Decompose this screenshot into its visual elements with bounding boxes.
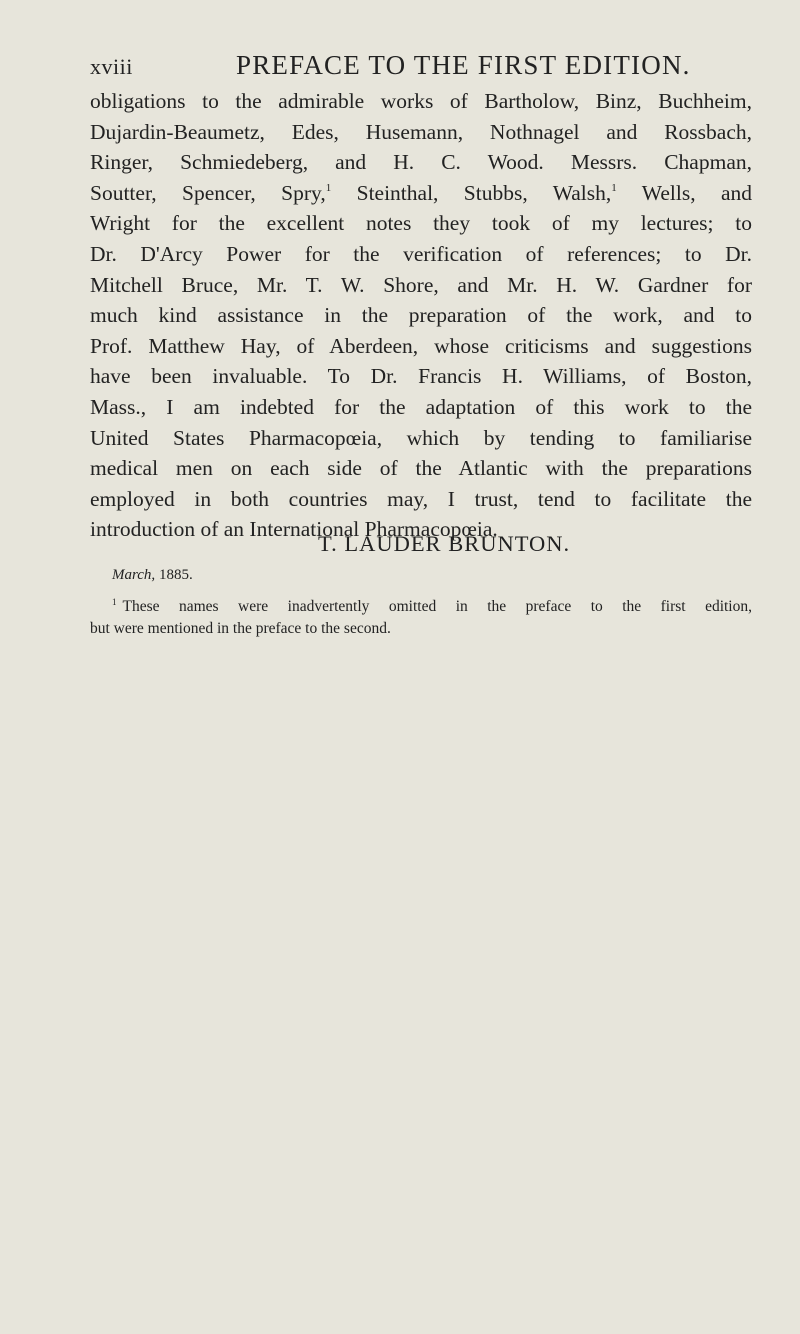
body-line: Dujardin-Beaumetz, Edes, Husemann, Nothnagel and Rossbach, (90, 119, 752, 144)
body-text-fragment: Soutter, Spencer, Spry, (90, 180, 326, 205)
body-line: have been invaluable. To Dr. Francis H. Williams, of Boston, (90, 364, 752, 389)
body-line: obligations to the admirable works of Bartholow, Binz, Buchheim, (90, 89, 752, 113)
preface-body (90, 86, 752, 545)
body-line: employed in both countries may, I trust, tend to facilitate the (90, 486, 752, 511)
footnote-text: These names were inadvertently omitted in the preface to the first edition, (122, 598, 752, 615)
body-line: Dr. D'Arcy Power for the verification of references; to Dr. (90, 241, 752, 266)
date-month: March, (112, 567, 156, 583)
footnote-line (90, 596, 752, 618)
footnote-ref: 1 (325, 181, 332, 194)
footnote-line: but were mentioned in the preface to the second. (90, 620, 391, 637)
footnote-ref: 1 (611, 181, 617, 194)
body-line: Prof. Matthew Hay, of Aberdeen, whose criticisms and suggestions (90, 333, 752, 358)
running-head (90, 50, 750, 86)
body-line: Ringer, Schmiedeberg, and H. C. Wood. Messrs. Chapman, (90, 150, 752, 175)
body-line: Mitchell Bruce, Mr. T. W. Shore, and Mr. H. W. Gardner for (90, 272, 752, 297)
page-number: xviii (90, 54, 133, 79)
body-line: introduction of an International Pharmacopœia. (90, 517, 498, 542)
preface-date (112, 567, 193, 584)
date-year: 1885. (155, 567, 193, 583)
footnote-marker: 1 (112, 597, 117, 607)
body-line: United States Pharmacopœia, which by tending to familiarise (90, 425, 752, 450)
body-line-with-footnote-refs (90, 178, 752, 209)
body-text-fragment: Wells, and (616, 180, 752, 205)
body-line: Mass., I am indebted for the adaptation of this work to the (90, 394, 752, 419)
footnote (90, 596, 752, 640)
body-text-fragment: Steinthal, Stubbs, Walsh, (331, 180, 612, 205)
author-signature: T. LAUDER BRUNTON. (318, 531, 571, 556)
running-title: PREFACE TO THE FIRST EDITION. (236, 50, 691, 80)
body-line: Wright for the excellent notes they took of my lectures; to (90, 211, 752, 236)
body-line: much kind assistance in the preparation of the work, and to (90, 303, 752, 328)
body-line: medical men on each side of the Atlantic with the preparations (90, 456, 752, 481)
